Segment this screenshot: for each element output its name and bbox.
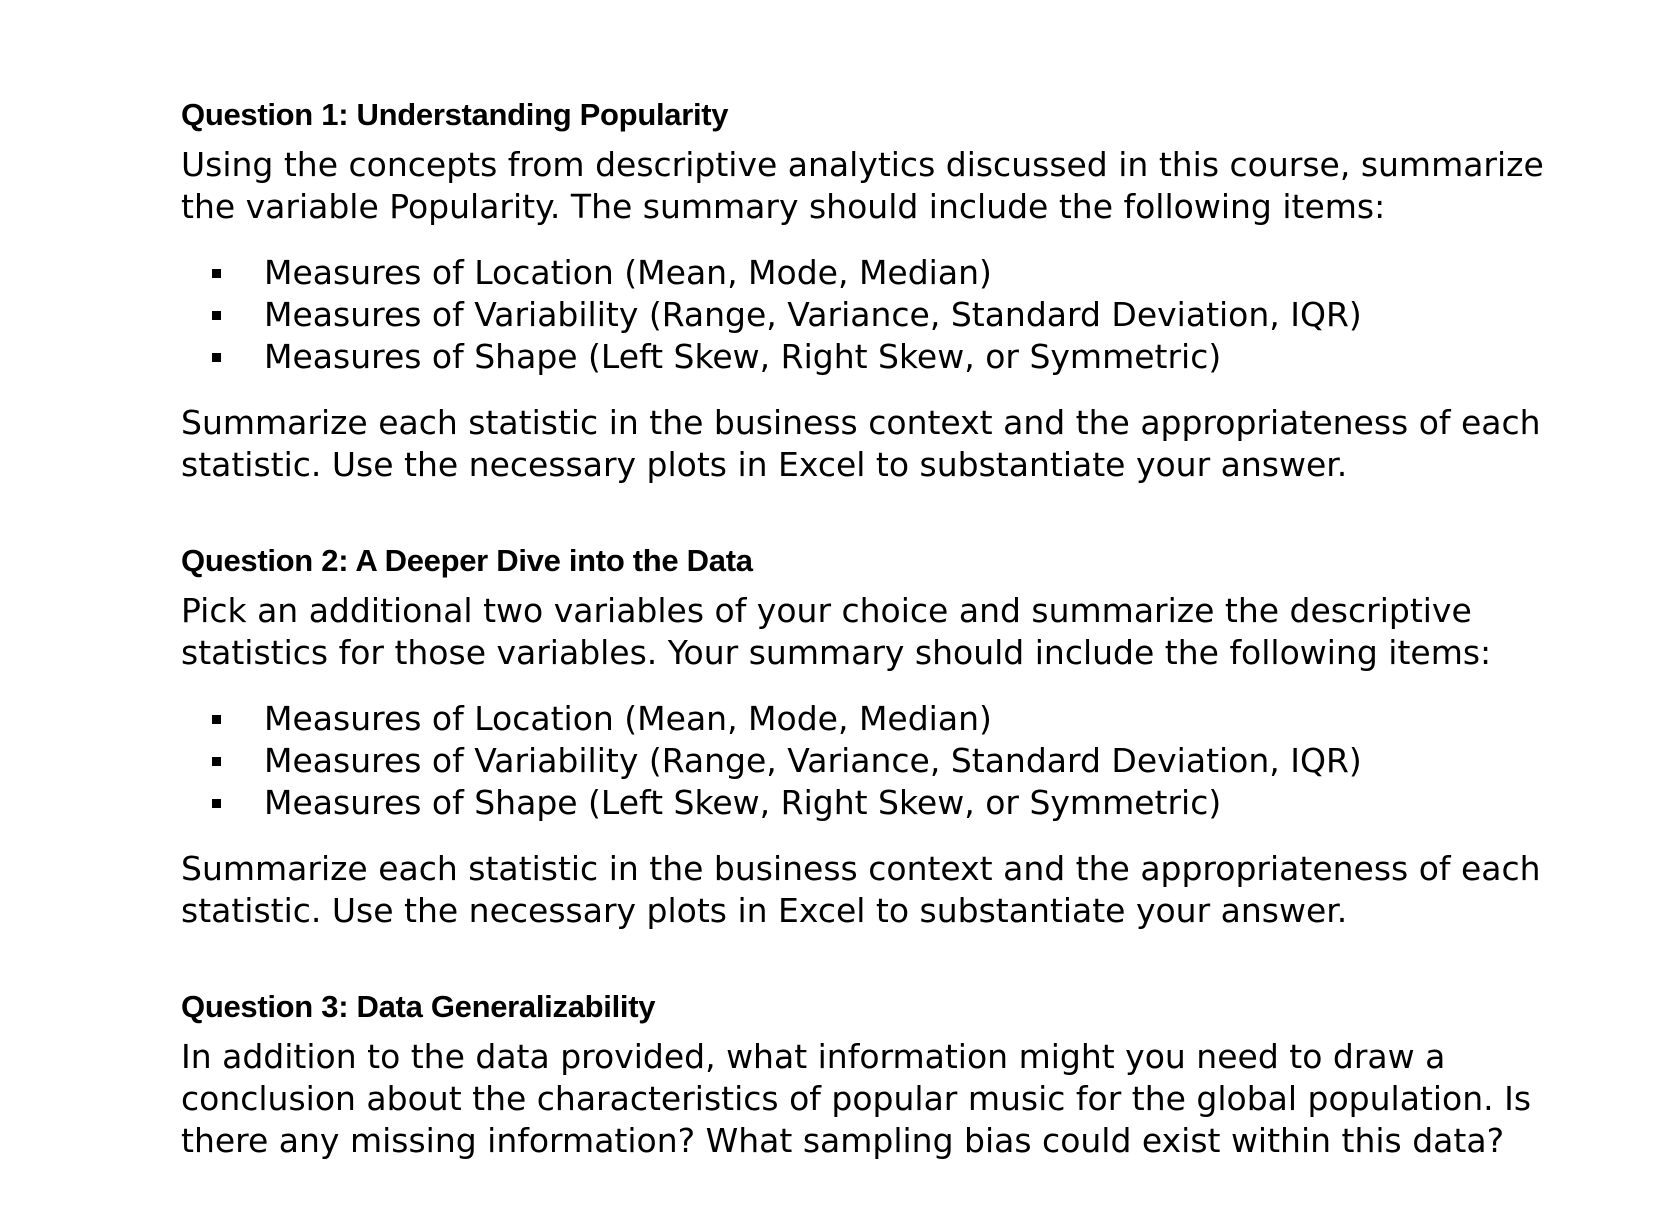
square-bullet-icon [212, 311, 221, 320]
list-item [181, 252, 1581, 294]
question-2 [181, 542, 1581, 932]
list-item-text: Measures of Location (Mean, Mode, Median) [264, 699, 992, 738]
question-3-heading: Question 3: Data Generalizability [181, 989, 656, 1024]
question-2-intro: Pick an additional two variables of your choice and summarize the descriptive statistics for those variables. Your summary should include the following items: [181, 591, 1492, 672]
list-item-text: Measures of Shape (Left Skew, Right Skew, or Symmetric) [264, 337, 1222, 376]
question-1-list [181, 252, 1581, 378]
square-bullet-icon [212, 269, 221, 278]
list-item-text: Measures of Variability (Range, Variance, Standard Deviation, IQR) [264, 741, 1362, 780]
square-bullet-icon [212, 757, 221, 766]
document-page [181, 96, 1581, 1162]
square-bullet-icon [212, 715, 221, 724]
square-bullet-icon [212, 799, 221, 808]
list-item [181, 698, 1581, 740]
question-2-list [181, 698, 1581, 824]
list-item-text: Measures of Location (Mean, Mode, Median) [264, 253, 992, 292]
question-3 [181, 988, 1581, 1162]
question-2-closing: Summarize each statistic in the business context and the appropriateness of each statistic. Use the necessary plots in Excel to substantiate your answer. [181, 849, 1541, 930]
list-item [181, 782, 1581, 824]
question-1-intro: Using the concepts from descriptive analytics discussed in this course, summarize the variable Popularity. The summary should include the following items: [181, 145, 1544, 226]
question-2-heading: Question 2: A Deeper Dive into the Data [181, 543, 753, 578]
list-item-text: Measures of Shape (Left Skew, Right Skew, or Symmetric) [264, 783, 1222, 822]
list-item [181, 740, 1581, 782]
question-1 [181, 96, 1581, 486]
question-3-intro: In addition to the data provided, what information might you need to draw a conclusion about the characteristics of popular music for the global population. Is there any missing information? What sampling bias could exist within this data? [181, 1037, 1532, 1160]
list-item [181, 336, 1581, 378]
list-item-text: Measures of Variability (Range, Variance, Standard Deviation, IQR) [264, 295, 1362, 334]
question-1-heading: Question 1: Understanding Popularity [181, 97, 729, 132]
question-1-closing: Summarize each statistic in the business context and the appropriateness of each statistic. Use the necessary plots in Excel to substantiate your answer. [181, 403, 1541, 484]
list-item [181, 294, 1581, 336]
square-bullet-icon [212, 353, 221, 362]
